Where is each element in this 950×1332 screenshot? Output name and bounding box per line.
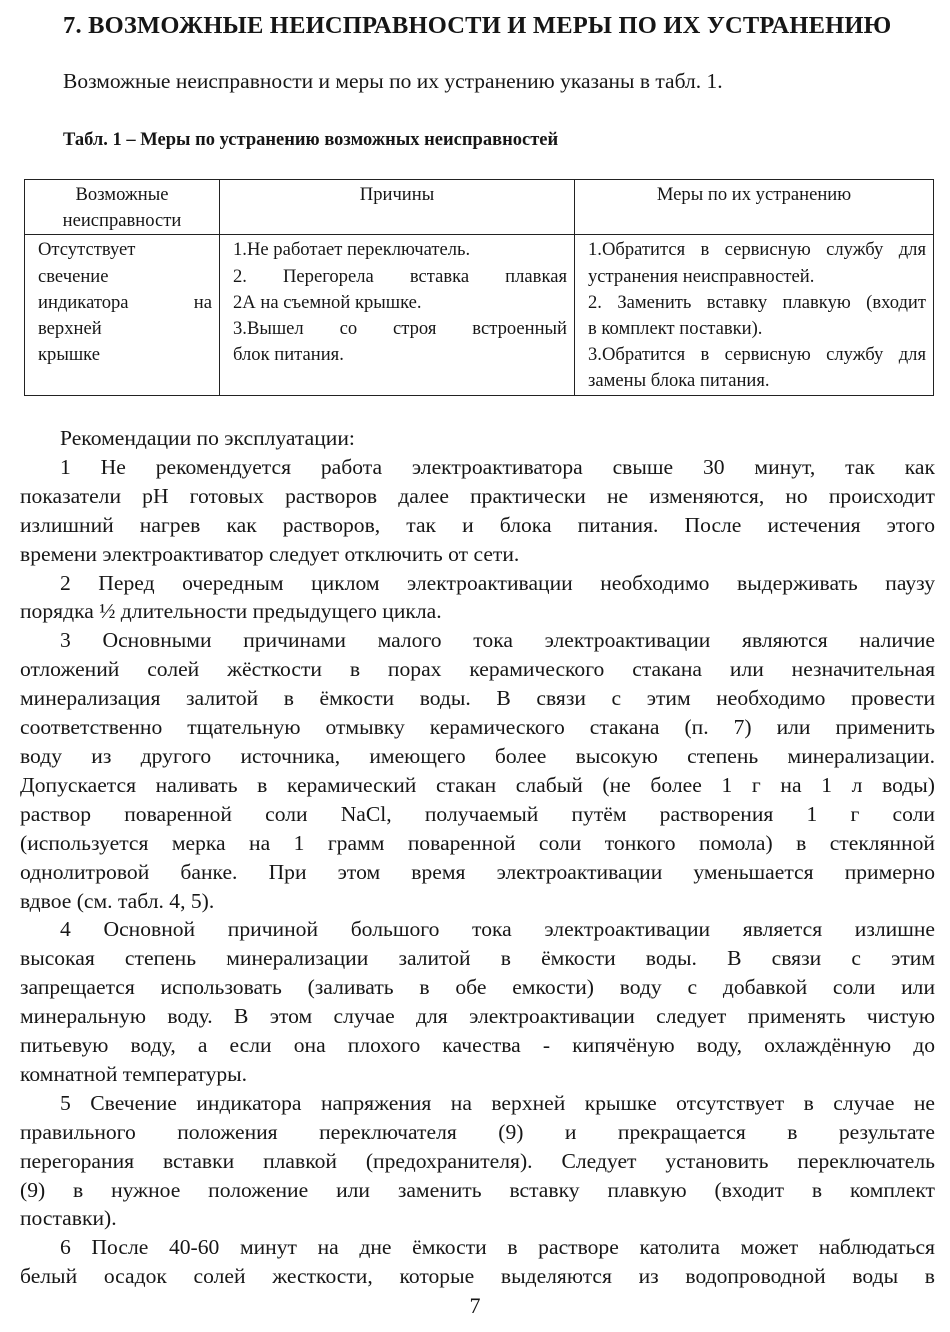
paragraph-line: питьевую воду, а если она плохого качества - кипячёную воду, охлаждённую до xyxy=(20,1033,935,1058)
paragraph-line: 3 Основными причинами малого тока электроактивации являются наличие xyxy=(60,628,935,653)
paragraph-line: 4 Основной причиной большого тока электроактивации является излишне xyxy=(60,917,935,942)
remedy-line: устранения неисправностей. xyxy=(588,265,815,287)
remedy-line: 3.Обратится в сервисную службу для xyxy=(588,344,926,366)
paragraph-line: 6 После 40-60 минут на дне ёмкости в растворе католита может наблюдаться xyxy=(60,1235,935,1260)
paragraph-line: 1 Не рекомендуется работа электроактиватора свыше 30 минут, так как xyxy=(60,454,935,479)
recommendation-item-4 xyxy=(20,915,935,1088)
cause-line: 2. Перегорела вставка плавкая xyxy=(233,265,567,287)
cause-cell xyxy=(220,235,575,395)
recommendation-item-1 xyxy=(20,453,935,569)
page-number: 7 xyxy=(469,1293,481,1318)
fault-line: Отсутствует xyxy=(38,239,136,261)
paragraph-line: излишний нагрев как растворов, так и блока питания. После истечения этого xyxy=(20,512,935,537)
remedy-cell xyxy=(575,235,934,395)
recommendations-section xyxy=(20,424,935,1291)
paragraph-line: минерализация залитой в ёмкости воды. В связи с этим необходимо провести xyxy=(20,686,935,711)
paragraph-line: соответственно тщательную отмывку керамического стакана (п. 7) или применить xyxy=(20,715,935,740)
recommendation-item-3 xyxy=(20,626,935,915)
paragraph-line: (9) в нужное положение или заменить вставку плавкую (входит в комплект xyxy=(20,1177,935,1202)
paragraph-line: белый осадок солей жесткости, которые выделяются из водопроводной воды в xyxy=(20,1264,935,1289)
paragraph-line: 5 Свечение индикатора напряжения на верхней крышке отсутствует в случае не xyxy=(60,1090,935,1115)
paragraph-line: поставки). xyxy=(20,1206,117,1231)
paragraph-line: однолитровой банке. При этом время электроактивации уменьшается примерно xyxy=(20,859,935,884)
paragraph-line: порядка ½ длительности предыдущего цикла. xyxy=(20,599,442,624)
recommendation-item-6 xyxy=(20,1233,935,1291)
paragraph-line: перегорания вставки плавкой (предохранителя). Следует установить переключатель xyxy=(20,1148,935,1173)
recommendation-item-5 xyxy=(20,1089,935,1234)
paragraph-line: (используется мерка на 1 грамм поваренной соли тонкого помола) в стеклянной xyxy=(20,830,935,855)
paragraph-line: вдвое (см. табл. 4, 5). xyxy=(20,888,215,913)
recommendations-title: Рекомендации по эксплуатации: xyxy=(60,426,355,450)
paragraph-line: показатели рН готовых растворов далее практически не изменяются, но происходит xyxy=(20,483,935,508)
cause-line: блок питания. xyxy=(233,344,344,366)
fault-line: индикатора на xyxy=(38,291,212,313)
header-remedies: Меры по их устранению xyxy=(575,180,934,235)
section-heading: 7. ВОЗМОЖНЫЕ НЕИСПРАВНОСТИ И МЕРЫ ПО ИХ УСТРАНЕНИЮ xyxy=(63,12,892,39)
fault-line: верхней xyxy=(38,318,102,340)
paragraph-line: Допускается наливать в керамический стакан слабый (не более 1 г на 1 л воды) xyxy=(20,772,935,797)
fault-cell xyxy=(25,235,220,395)
cause-line: 1.Не работает переключатель. xyxy=(233,239,471,261)
remedy-line: в комплект поставки). xyxy=(588,318,763,340)
remedy-line: замены блока питания. xyxy=(588,370,770,392)
header-faults: Возможные неисправности xyxy=(25,180,220,235)
paragraph-line: высокая степень минерализации залитой в ёмкости воды. В связи с этим xyxy=(20,946,935,971)
intro-text: Возможные неисправности и меры по их устранению указаны в табл. 1. xyxy=(63,69,723,93)
paragraph-line: времени электроактиватор следует отключить от сети. xyxy=(20,541,520,566)
table-row xyxy=(25,235,934,395)
paragraph-line: 2 Перед очередным циклом электроактивации необходимо выдерживать паузу xyxy=(60,570,935,595)
paragraph-line: запрещается использовать (заливать в обе емкости) воду с добавкой соли или xyxy=(20,975,935,1000)
paragraph-line: раствор поваренной соли NaCl, получаемый путём растворения 1 г соли xyxy=(20,801,935,826)
fault-line: свечение xyxy=(38,265,109,287)
faults-table xyxy=(24,179,934,396)
cause-line: 3.Вышел со строя встроенный xyxy=(233,318,567,340)
table-caption: Табл. 1 – Меры по устранению возможных неисправностей xyxy=(63,130,559,150)
paragraph-line: отложений солей жёсткости в порах керамического стакана или незначительная xyxy=(20,657,935,682)
remedy-line: 2. Заменить вставку плавкую (входит xyxy=(588,291,926,313)
recommendation-item-2 xyxy=(20,569,935,627)
paragraph-line: комнатной температуры. xyxy=(20,1061,248,1086)
cause-line: 2А на съемной крышке. xyxy=(233,291,422,313)
remedy-line: 1.Обратится в сервисную службу для xyxy=(588,239,926,261)
paragraph-line: воду из другого источника, имеющего более высокую степень минерализации. xyxy=(20,743,935,768)
table-header-row xyxy=(25,180,934,235)
paragraph-line: минеральную воду. В этом случае для электроактивации следует применять чистую xyxy=(20,1004,935,1029)
fault-line: крышке xyxy=(38,344,100,366)
header-causes: Причины xyxy=(220,180,575,235)
paragraph-line: правильного положения переключателя (9) и прекращается в результате xyxy=(20,1119,935,1144)
